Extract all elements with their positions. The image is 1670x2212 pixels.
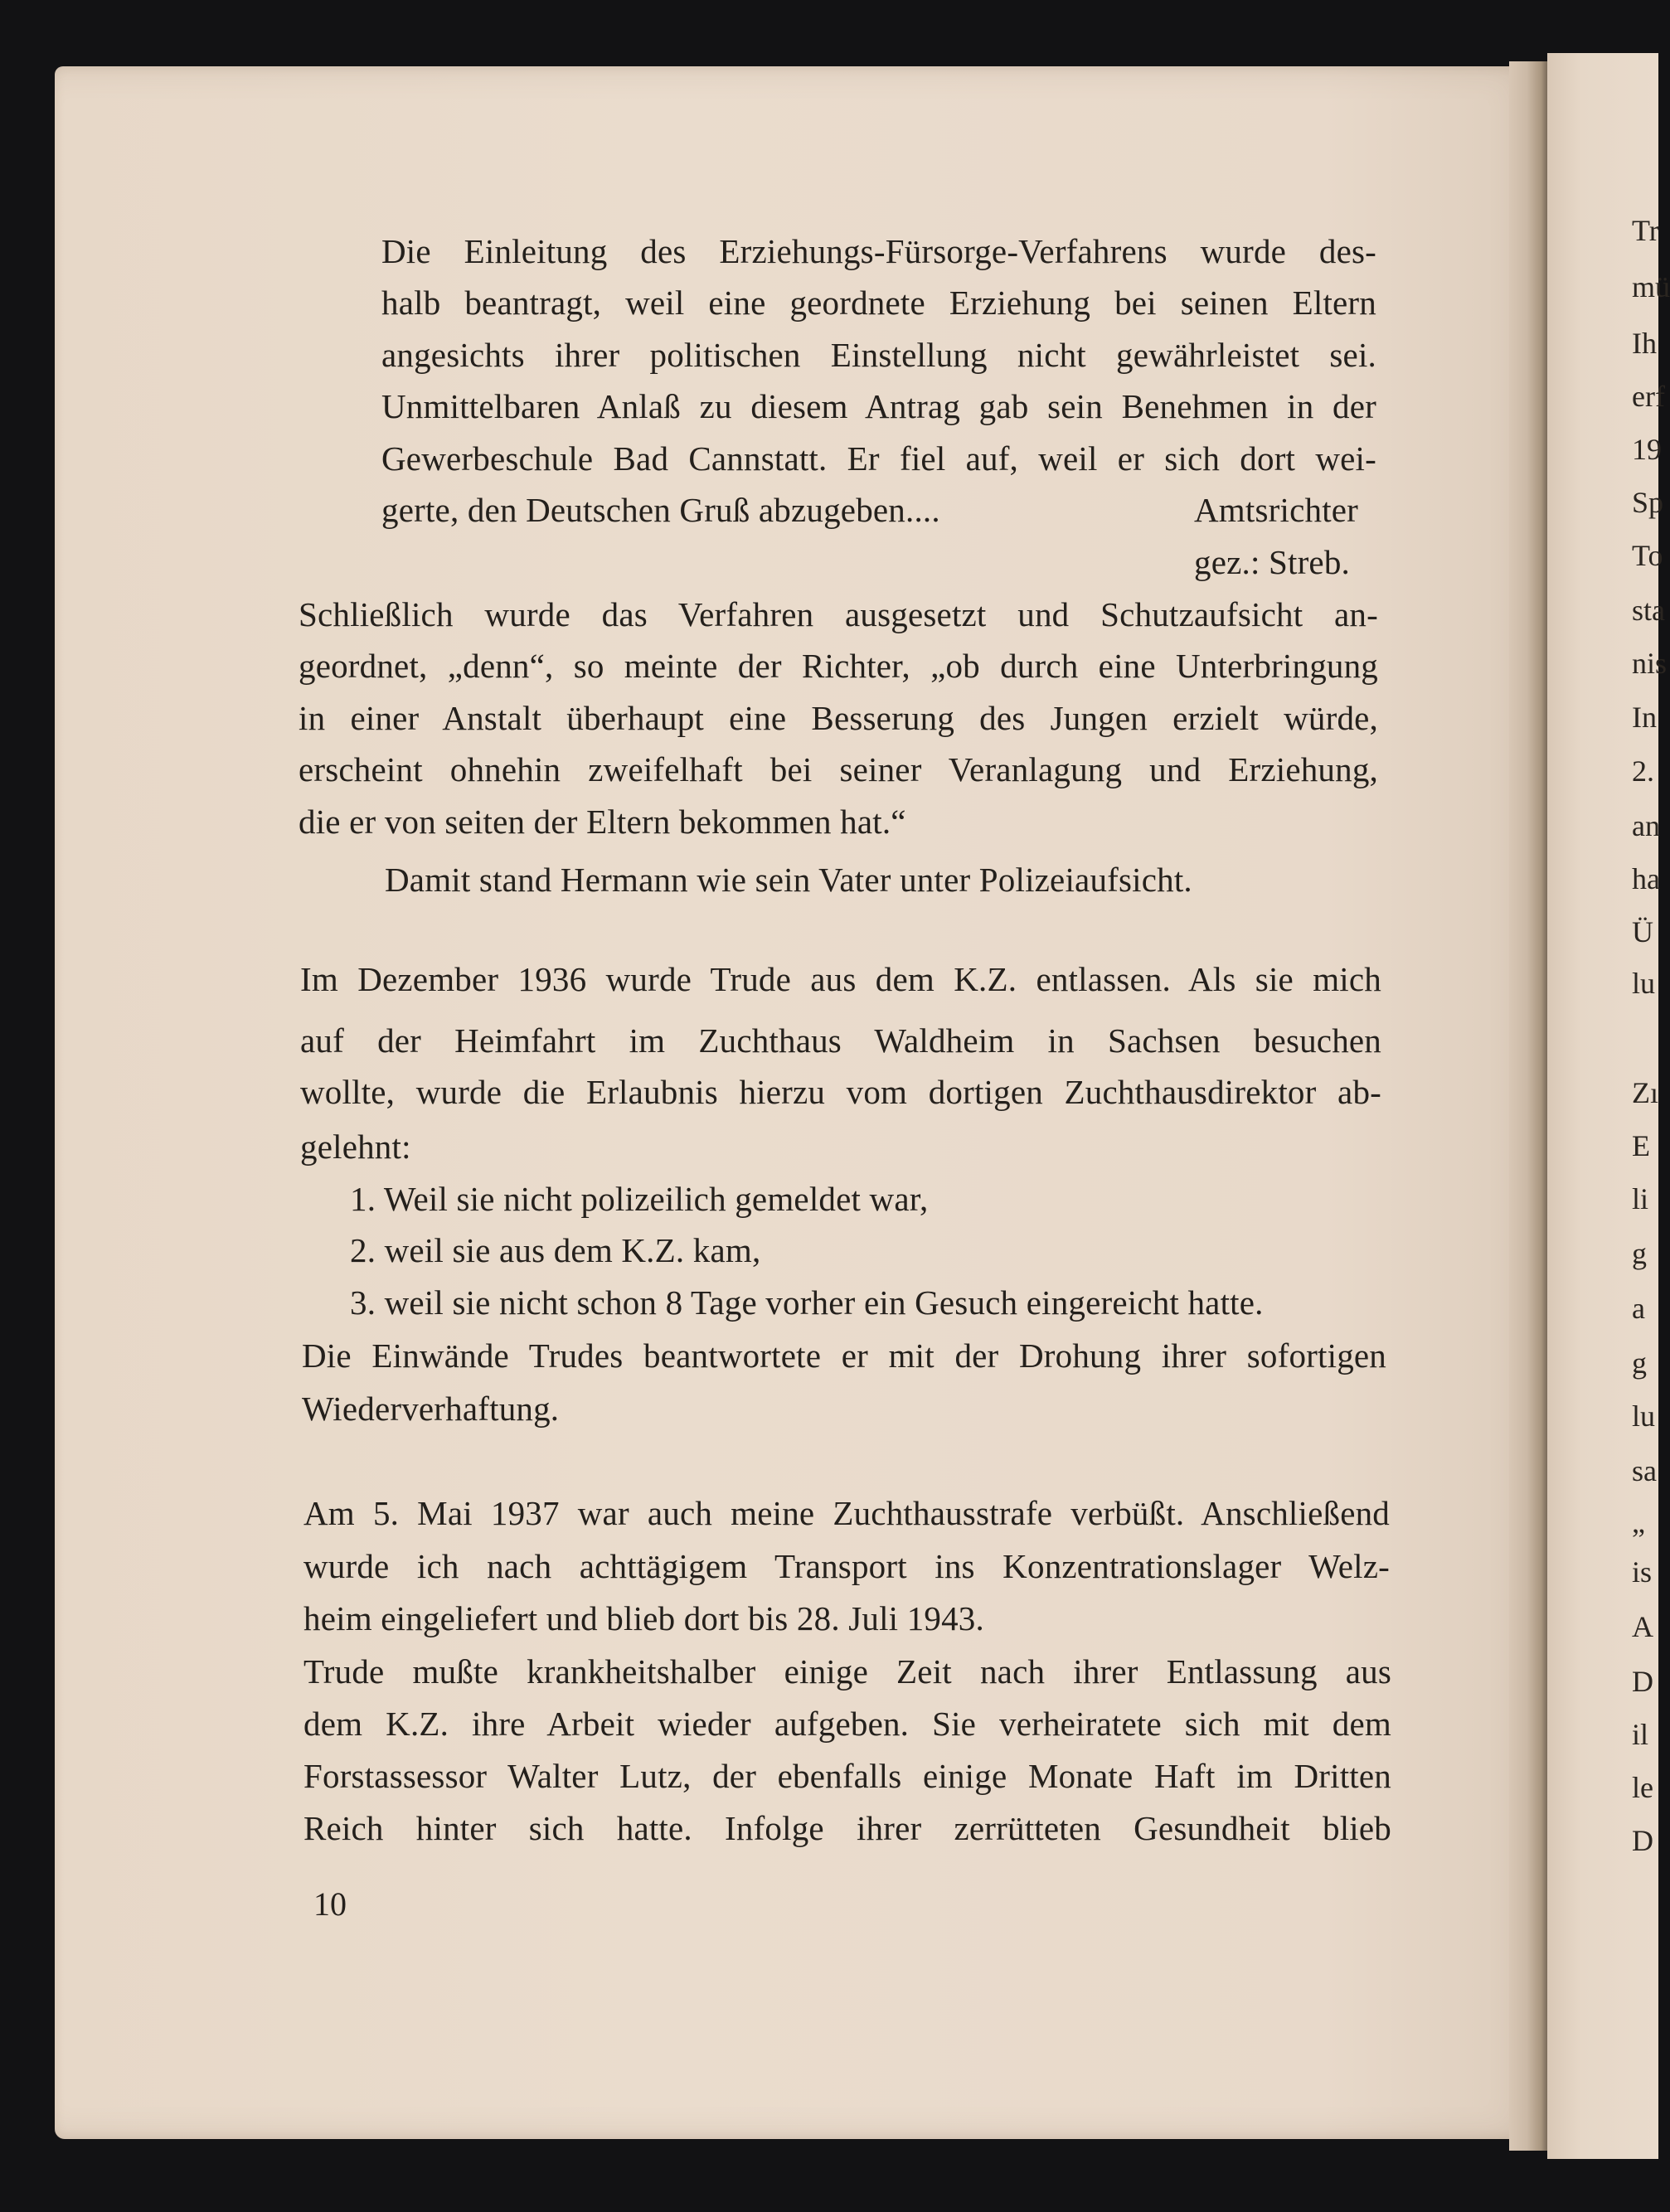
right-page-fragment: Tr xyxy=(1632,214,1659,247)
right-page-fragment: li xyxy=(1632,1182,1649,1215)
paragraph-2-line: erscheint ohnehin zweifelhaft bei seiner Veranlagung und Erziehung, xyxy=(299,750,1378,788)
right-page-fragment: E xyxy=(1632,1129,1650,1162)
right-page-fragment: In xyxy=(1632,701,1657,734)
right-page-fragment: Ih xyxy=(1632,327,1657,360)
paragraph-1-line: Die Einleitung des Erziehungs-Fürsorge-Verfahrens wurde des- xyxy=(381,232,1376,270)
paragraph-7-line: Forstassessor Walter Lutz, der ebenfalls einige Monate Haft im Dritten xyxy=(303,1757,1391,1795)
paragraph-4-line: gelehnt: xyxy=(300,1128,411,1166)
paragraph-3: Damit stand Hermann wie sein Vater unter Polizeiaufsicht. xyxy=(385,861,1192,899)
paragraph-6-line: wurde ich nach achttägigem Transport ins Konzentrationslager Welz- xyxy=(303,1547,1390,1585)
right-page-fragment: g xyxy=(1632,1237,1647,1270)
paragraph-2-line: in einer Anstalt überhaupt eine Besserung des Jungen erzielt würde, xyxy=(299,699,1378,737)
paragraph-4-line: Im Dezember 1936 wurde Trude aus dem K.Z. entlassen. Als sie mich xyxy=(300,960,1381,998)
right-page-fragment: Sp xyxy=(1632,486,1664,519)
signature-name: gez.: Streb. xyxy=(1194,543,1350,581)
right-page-fragment: nis xyxy=(1632,647,1668,680)
right-page-fragment: To xyxy=(1632,539,1663,572)
paragraph-1-line: gerte, den Deutschen Gruß abzugeben.... xyxy=(381,491,940,529)
right-page-fragment: lu xyxy=(1632,967,1656,1000)
right-page-fragment: Ü xyxy=(1632,915,1653,948)
right-page-fragment: ha xyxy=(1632,862,1660,895)
right-page-fragment: g xyxy=(1632,1346,1647,1380)
right-page-fragment: le xyxy=(1632,1771,1653,1804)
paragraph-5-line: Wiederverhaftung. xyxy=(302,1390,560,1428)
paragraph-6-line: heim eingeliefert und blieb dort bis 28. Juli 1943. xyxy=(303,1599,984,1637)
paragraph-2-line: geordnet, „denn“, so meinte der Richter, „ob durch eine Unterbringung xyxy=(299,647,1378,685)
paragraph-4-line: auf der Heimfahrt im Zuchthaus Waldheim in Sachsen besuchen xyxy=(300,1021,1381,1060)
list-item: 1. Weil sie nicht polizeilich gemeldet war, xyxy=(350,1180,929,1218)
right-page-fragment: erf xyxy=(1632,380,1665,413)
signature-title: Amtsrichter xyxy=(1194,491,1359,529)
paragraph-1-line: halb beantragt, weil eine geordnete Erziehung bei seinen Eltern xyxy=(381,284,1376,322)
paragraph-1-line: angesichts ihrer politischen Einstellung nicht gewährleistet sei. xyxy=(381,336,1376,374)
right-page-fragment: D xyxy=(1632,1824,1653,1857)
list-item: 3. weil sie nicht schon 8 Tage vorher ein Gesuch eingereicht hatte. xyxy=(350,1283,1264,1322)
right-page-fragment: A xyxy=(1632,1610,1653,1643)
paragraph-7-line: dem K.Z. ihre Arbeit wieder aufgeben. Sie verheiratete sich mit dem xyxy=(303,1705,1391,1743)
right-page-fragment: a xyxy=(1632,1292,1645,1325)
right-page-fragment: il xyxy=(1632,1718,1649,1751)
right-page-fragment: 2. xyxy=(1632,754,1654,788)
paragraph-1-line: Gewerbeschule Bad Cannstatt. Er fiel auf, weil er sich dort wei- xyxy=(381,439,1376,478)
paragraph-6-line: Am 5. Mai 1937 war auch meine Zuchthausstrafe verbüßt. Anschließend xyxy=(303,1494,1390,1532)
paragraph-2-line: Schließlich wurde das Verfahren ausgesetzt und Schutzaufsicht an- xyxy=(299,595,1378,633)
page-number: 10 xyxy=(313,1885,347,1923)
paragraph-2-line: die er von seiten der Eltern bekommen hat.“ xyxy=(299,803,906,841)
right-page-fragment: lu xyxy=(1632,1399,1656,1433)
right-page-fragment: 19 xyxy=(1632,433,1662,466)
right-page-fragment: „ xyxy=(1632,1506,1645,1539)
right-page-fragment: sa xyxy=(1632,1454,1657,1487)
right-page-fragment: an xyxy=(1632,809,1660,842)
paragraph-1-line: Unmittelbaren Anlaß zu diesem Antrag gab sein Benehmen in der xyxy=(381,387,1376,425)
list-item: 2. weil sie aus dem K.Z. kam, xyxy=(350,1231,761,1269)
right-page-fragment: D xyxy=(1632,1665,1653,1698)
paragraph-7-line: Trude mußte krankheitshalber einige Zeit nach ihrer Entlassung aus xyxy=(303,1652,1391,1691)
paragraph-5-line: Die Einwände Trudes beantwortete er mit der Drohung ihrer sofortigen xyxy=(302,1336,1386,1375)
book-gutter xyxy=(1509,61,1549,2151)
right-page-fragment: is xyxy=(1632,1555,1653,1589)
right-page-fragment: sta xyxy=(1632,594,1665,627)
paragraph-4-line: wollte, wurde die Erlaubnis hierzu vom dortigen Zuchthausdirektor ab- xyxy=(300,1073,1381,1111)
right-page-fragment: mü xyxy=(1632,270,1670,303)
right-page-fragment: Zı xyxy=(1632,1076,1658,1109)
paragraph-7-line: Reich hinter sich hatte. Infolge ihrer zerrütteten Gesundheit blieb xyxy=(303,1809,1391,1847)
